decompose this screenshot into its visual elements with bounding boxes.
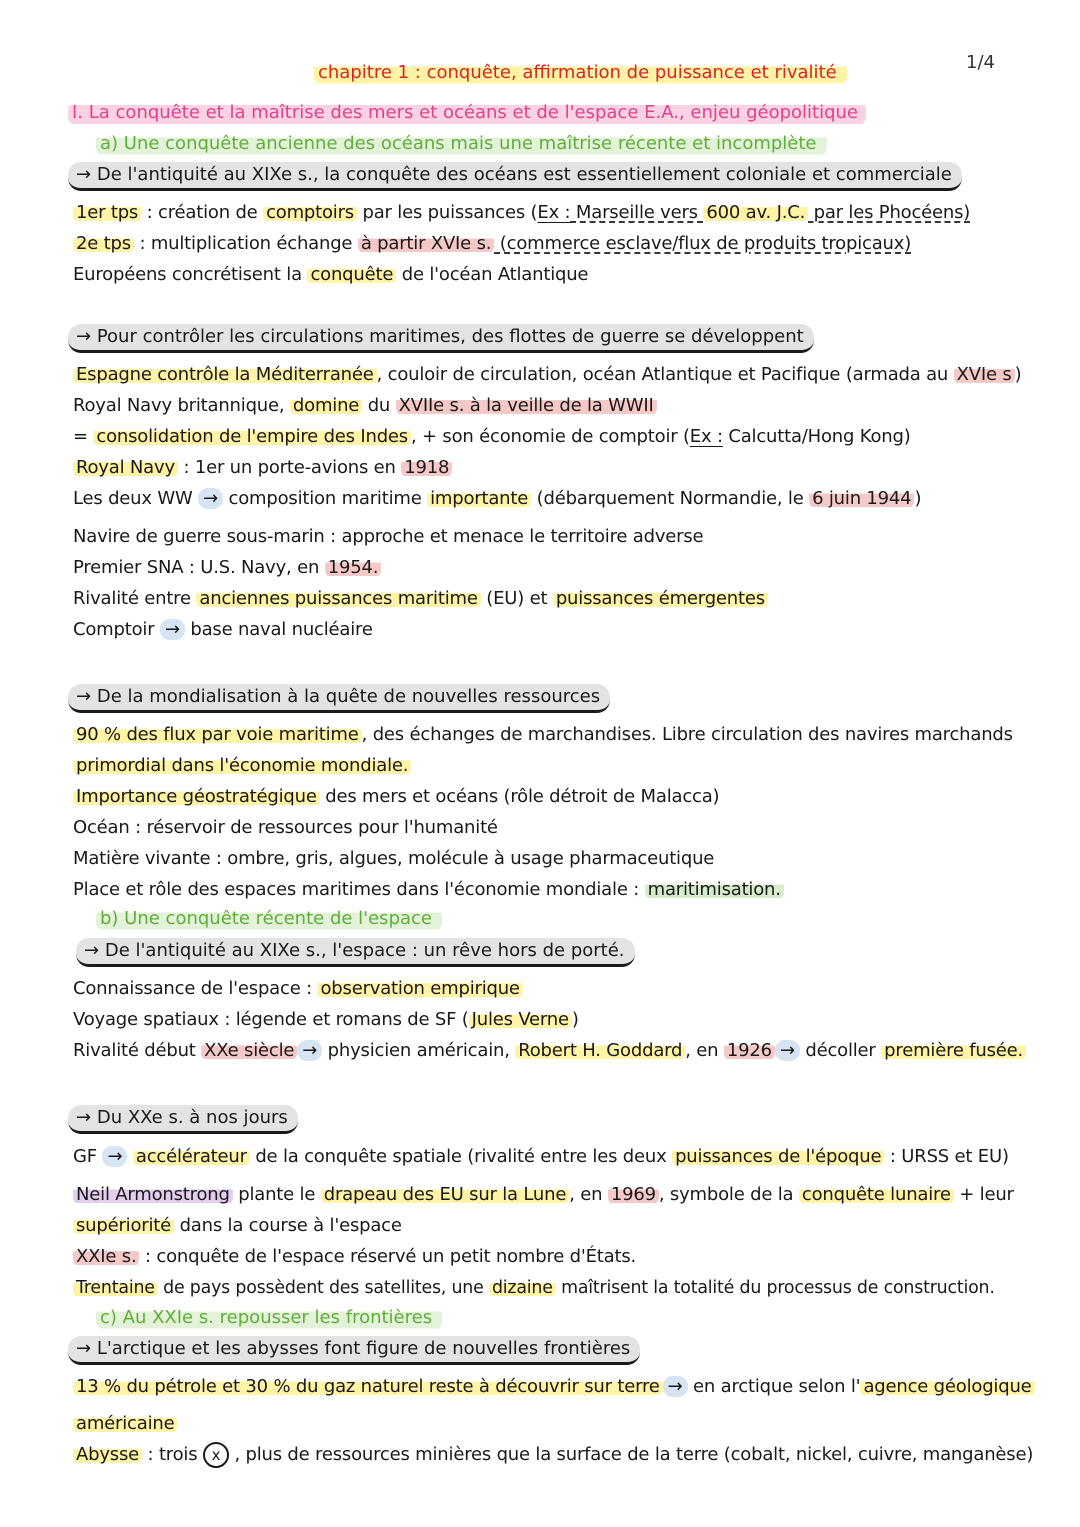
text: Calcutta/Hong Kong) [722,426,911,447]
text: Connaissance de l'espace : [73,978,318,999]
highlight: Jules Verne [469,1009,572,1030]
text: composition maritime [222,488,428,509]
text: Place et rôle des espaces maritimes dans l'économie mondiale : [73,879,645,900]
text: décoller [799,1040,882,1061]
note-line [73,1244,636,1270]
highlight: américaine [73,1413,177,1434]
highlight: Importance géostratégique [73,786,320,807]
text: (EU) et [480,588,553,609]
text: , + son économie de comptoir ( [410,426,690,447]
highlight: accélérateur [133,1146,250,1167]
note-line [73,722,1013,748]
highlight: 1926 [724,1040,775,1061]
heading-text: L'arctique et les abysses font figure de nouvelles frontières [96,1338,631,1359]
note-line [73,1144,1009,1170]
text: , symbole de la [658,1184,799,1205]
highlight: 1954. [325,557,382,578]
note-line [73,200,970,226]
highlight: consolidation de l'empire des Indes [93,426,411,447]
text: par les Phocéens) [808,202,971,223]
text: : conquête de l'espace réservé un petit nombre d'États. [139,1246,637,1267]
note-line [73,1213,402,1239]
heading-a1 [68,162,962,191]
text: en arctique selon l' [687,1376,861,1397]
arrow-icon: → [297,1040,322,1061]
page-number: 1/4 [966,52,995,73]
note-line [73,362,1021,388]
highlight: puissances de l'époque [672,1146,884,1167]
heading-text: De l'antiquité au XIXe s., l'espace : un rêve hors de porté. [104,940,625,961]
note-line [73,784,719,810]
text: physicien américain, [322,1040,516,1061]
highlight: Espagne contrôle la Méditerranée [73,364,377,385]
highlight: dizaine [489,1278,556,1298]
arrow-icon: → [198,488,223,509]
text: : trois [142,1444,203,1465]
text: dans la course à l'espace [174,1215,402,1236]
note-line [73,753,411,779]
text: = [73,426,94,447]
section-heading: I. La conquête et la maîtrise des mers et océans et de l'espace E.A., enjeu géopolitique [68,100,866,126]
highlight: 1er tps [73,202,141,223]
text: du [362,395,396,416]
highlight: supériorité [73,1215,174,1236]
highlight: anciennes puissances maritime [196,588,480,609]
subtitle-b: b) Une conquête récente de l'espace [96,906,442,932]
highlight: XVIe s [954,364,1015,385]
arrow-icon: → [76,326,92,347]
note-line [73,1007,579,1033]
heading-a3 [68,684,610,713]
highlight: primordial dans l'économie mondiale. [73,755,411,776]
text: Ex : [689,426,723,447]
arrow-icon: → [775,1040,800,1061]
text: : URSS et EU) [884,1146,1009,1167]
heading-text: De la mondialisation à la quête de nouvelles ressources [96,686,601,707]
text: de l'océan Atlantique [396,264,589,285]
text: Rivalité entre [73,588,197,609]
text: , en [685,1040,724,1061]
text: plante le [232,1184,321,1205]
highlight: domine [290,395,362,416]
highlight: Trentaine [73,1278,158,1298]
heading-text: De l'antiquité au XIXe s., la conquête des océans est essentiellement coloniale et commerciale [96,164,952,185]
text: base naval nucléaire [184,619,373,640]
heading-text: Pour contrôler les circulations maritimes, des flottes de guerre se développent [96,326,804,347]
text: + leur [953,1184,1014,1205]
text: Européens concrétisent la [73,264,308,285]
note-line [73,555,381,581]
note-line [73,1275,995,1301]
highlight: 1918 [401,457,452,478]
highlight: conquête lunaire [799,1184,954,1205]
highlight: maritimisation. [645,879,784,900]
highlight: observation empirique [317,978,522,999]
heading-b2 [68,1105,298,1134]
heading-c1 [68,1336,640,1365]
text: ) [914,488,922,509]
text: Voyage spatiaux : légende et romans de SF ( [73,1009,469,1030]
text: de la conquête spatiale (rivalité entre les deux [249,1146,673,1167]
highlight: Neil Armonstrong [73,1184,233,1205]
highlight: XVIIe s. à la veille de la WWII [396,395,657,416]
text: , plus de ressources minières que la surface de la terre (cobalt, nickel, cuivre, manganèse) [228,1444,1034,1465]
note-line [73,231,911,257]
text: : création de [141,202,264,223]
highlight: 13 % du pétrole et 30 % du gaz naturel reste à découvrir sur terre [73,1376,663,1397]
text: Les deux WW [73,488,199,509]
text: ) [1014,364,1022,385]
subtitle-a: a) Une conquête ancienne des océans mais une maîtrise récente et incomplète [96,131,827,157]
note-line [73,1442,1033,1468]
arrow-icon: → [160,619,185,640]
text: : 1er un porte-avions en [177,457,402,478]
text: , des échanges de marchandises. Libre circulation des navires marchands [361,724,1013,745]
text: Royal Navy britannique, [73,395,290,416]
highlight: XXe siècle [201,1040,297,1061]
text: GF [73,1146,103,1167]
note-line [73,262,588,288]
highlight: puissances émergentes [553,588,768,609]
highlight: 6 juin 1944 [809,488,914,509]
note-line: Navire de guerre sous-marin : approche et menace le territoire adverse [73,526,704,547]
text: Premier SNA : U.S. Navy, en [73,557,325,578]
highlight: conquête [307,264,396,285]
heading-b1 [76,938,635,967]
text: : multiplication échange [133,233,358,254]
note-line [73,877,784,903]
chapter-title: chapitre 1 : conquête, affirmation de puissance et rivalité [314,60,847,86]
text: de pays possèdent des satellites, une [157,1278,489,1298]
text: des mers et océans (rôle détroit de Malacca) [319,786,720,807]
text: (commerce esclave/flux de produits tropicaux) [494,233,912,254]
heading-a2 [68,324,814,353]
highlight: 90 % des flux par voie maritime [73,724,362,745]
note-line [73,393,657,419]
highlight: XXIe s. [73,1246,139,1267]
note-line: Océan : réservoir de ressources pour l'humanité [73,817,498,838]
note-line [73,1411,177,1437]
text: Ex : [537,202,571,223]
note-line [73,486,921,512]
arrow-icon: → [84,940,100,961]
text: Rivalité début [73,1040,202,1061]
note-line [73,1374,1035,1400]
highlight: Robert H. Goddard [515,1040,685,1061]
highlight: Royal Navy [73,457,178,478]
text: par les puissances ( [356,202,538,223]
highlight: drapeau des EU sur la Lune [321,1184,569,1205]
note-line [73,586,768,612]
heading-text: Du XXe s. à nos jours [96,1107,288,1128]
subtitle-c: c) Au XXIe s. repousser les frontières [96,1305,442,1331]
note-line [73,1182,1014,1208]
text: (débarquement Normandie, le [531,488,810,509]
text: , en [569,1184,608,1205]
highlight: 600 av. J.C. [703,202,808,223]
arrow-icon: → [663,1376,688,1397]
note-line [73,455,452,481]
text: ) [571,1009,579,1030]
text: , couloir de circulation, océan Atlantique et Pacifique (armada au [376,364,954,385]
arrow-icon: → [76,1338,92,1359]
highlight: Abysse [73,1444,142,1465]
highlight: 2e tps [73,233,134,254]
multiply-circle-icon: x [203,1442,229,1468]
note-line [73,1038,1026,1064]
highlight: comptoirs [263,202,357,223]
note-line [73,617,373,643]
arrow-icon: → [76,1107,92,1128]
arrow-icon: → [102,1146,127,1167]
highlight: 1969 [608,1184,659,1205]
highlight: agence géologique [860,1376,1034,1397]
note-line: Matière vivante : ombre, gris, algues, molécule à usage pharmaceutique [73,848,715,869]
note-line [73,424,911,450]
highlight: importante [427,488,531,509]
arrow-icon: → [76,164,92,185]
text: Marseille vers [570,202,704,223]
text: maîtrisent la totalité du processus de construction. [555,1278,995,1298]
arrow-icon: → [76,686,92,707]
text: Comptoir [73,619,160,640]
highlight: à partir XVIe s. [358,233,494,254]
highlight: première fusée. [881,1040,1026,1061]
note-line [73,976,523,1002]
